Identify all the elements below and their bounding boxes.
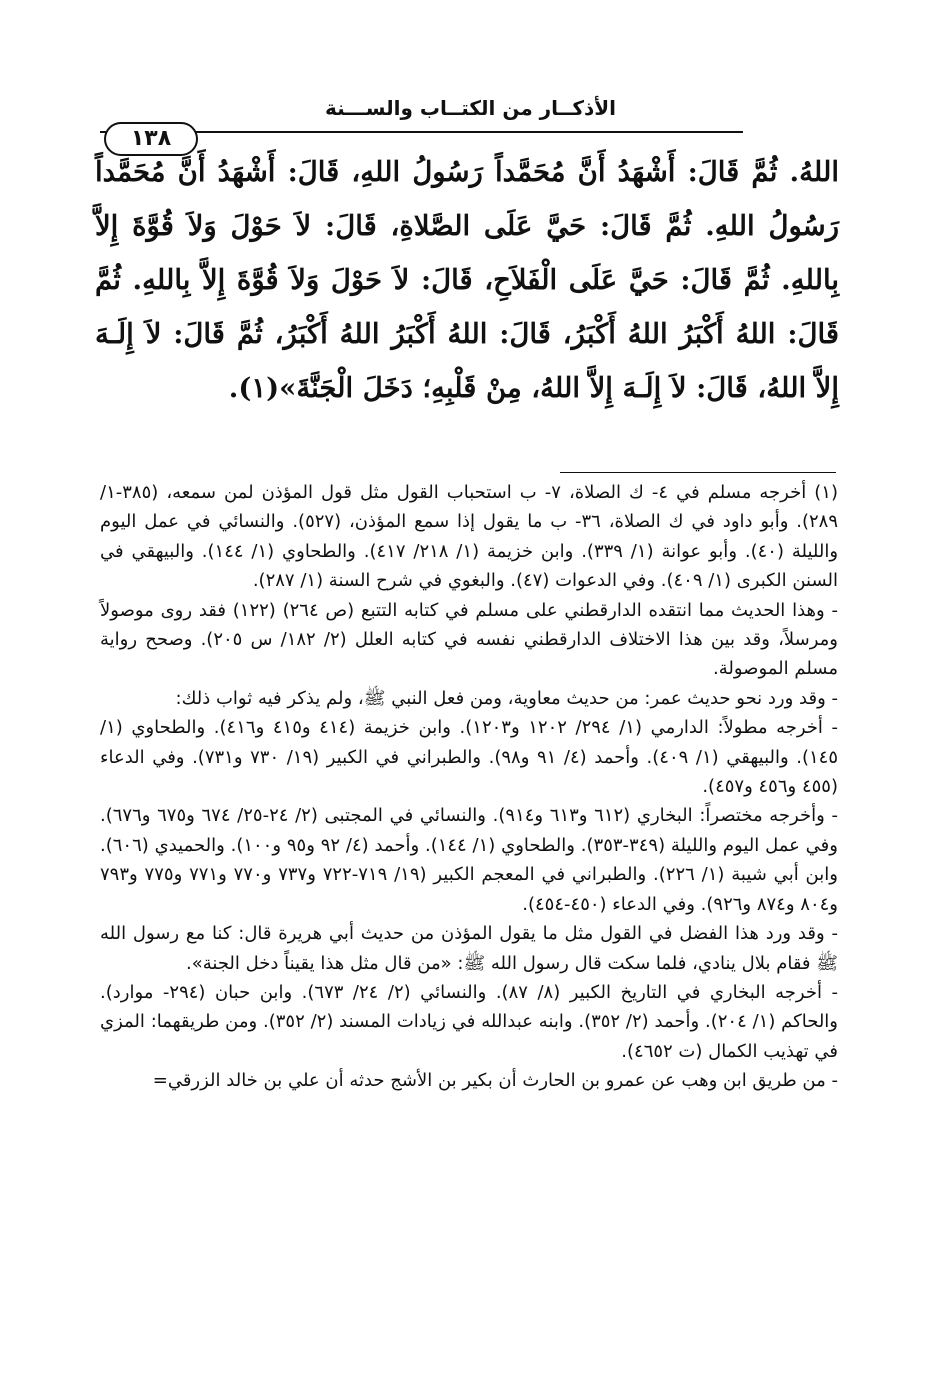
hadith-text	[95, 145, 839, 415]
footnote-paragraph: - وقد ورد هذا الفضل في القول مثل ما يقول المؤذن من حديث أبي هريرة قال: كنا مع رسول الله ﷺ فقام بلال ينادي، فلما سكت قال رسول الله ﷺ: «من قال مثل هذا يقيناً دخل الجنة».	[100, 923, 838, 974]
footnote-paragraph: - أخرجه مطولاً: الدارمي (١/ ٢٩٤/ ١٢٠٢ و١٢٠٣). وابن خزيمة (٤١٤ و٤١٥ و٤١٦). والطحاوي (١/ ١٤٥). والبيهقي (١/ ٤٠٩). وأحمد (٤/ ٩١ و٩٨). والطبراني في الكبير (١٩/ ٧٣٠ و٧٣١). وفي الدعاء (٤٥٥ و٤٥٦ و٤٥٧).	[100, 717, 839, 798]
footnote-paragraph: (١) أخرجه مسلم في ٤- ك الصلاة، ٧- ب استحباب القول مثل قول المؤذن لمن سمعه، (٣٨٥-١/ ٢٨٩). وأبو داود في ك الصلاة، ٣٦- ب ما يقول إذا سمع المؤذن، (٥٢٧). والنسائي في عمل اليوم والليلة (٤٠). وأبو عوانة (١/ ٣٣٩). وابن خزيمة (١/ ٢١٨/ ٤١٧). والطحاوي (١/ ١٤٤). والبيهقي في السنن الكبرى (١/ ٤٠٩). وفي الدعوات (٤٧). والبغوي في شرح السنة (١/ ٢٨٧).	[100, 482, 839, 592]
hadith-paragraph: اللهُ. ثُمَّ قَالَ: أَشْهَدُ أَنَّ مُحَمَّداً رَسُولُ اللهِ، قَالَ: أَشْهَدُ أَنَّ مُحَمَّداً رَسُولُ اللهِ. ثُمَّ قَالَ: حَيَّ عَلَى الصَّلاةِ، قَالَ: لاَ حَوْلَ وَلاَ قُوَّةَ إِلاَّ بِاللهِ. ثُمَّ قَالَ: حَيَّ عَلَى الْفَلاَحِ، قَالَ: لاَ حَوْلَ وَلاَ قُوَّةَ إِلاَّ بِاللهِ. ثُمَّ قَالَ: اللهُ أَكْبَرُ اللهُ أَكْبَرُ، قَالَ: اللهُ أَكْبَرُ اللهُ أَكْبَرُ، ثُمَّ قَالَ: لاَ إِلَـهَ إِلاَّ اللهُ، قَالَ: لاَ إِلَـهَ إِلاَّ اللهُ، مِنْ قَلْبِهِ؛ دَخَلَ الْجَنَّةَ»(١).	[95, 156, 839, 404]
footnote-paragraph: - أخرجه البخاري في التاريخ الكبير (٨/ ٨٧). والنسائي (٢/ ٢٤/ ٦٧٣). وابن حبان (٢٩٤- موارد). والحاكم (١/ ٢٠٤). وأحمد (٢/ ٣٥٢). وابنه عبدالله في زيادات المسند (٢/ ٣٥٢). ومن طريقهما: المزي في تهذيب الكمال (ت ٤٦٥٢).	[100, 981, 838, 1062]
footnote-paragraph: - وهذا الحديث مما انتقده الدارقطني على مسلم في كتابه التتبع (ص ٢٦٤) (١٢٢) فقد روى موصولاً ومرسلاً، وقد بين هذا الاختلاف الدارقطني نفسه في كتابه العلل (٢/ ١٨٢/ س ٢٠٥). وصحح رواية مسلم الموصولة.	[100, 599, 838, 680]
running-header-title: الأذكــار من الكتــاب والســـنة	[325, 96, 616, 120]
page-number: ١٣٨	[104, 122, 198, 156]
footnote-paragraph: - وقد ورد نحو حديث عمر: من حديث معاوية، ومن فعل النبي ﷺ، ولم يذكر فيه ثواب ذلك:	[175, 687, 838, 709]
footnote-separator	[560, 472, 836, 473]
footnote-paragraph: - وأخرجه مختصراً: البخاري (٦١٢ و٦١٣ و٩١٤). والنسائي في المجتبى (٢/ ٢٤-٢٥/ ٦٧٤ و٦٧٥ و٦٧٦). وفي عمل اليوم والليلة (٣٤٩-٣٥٣). والطحاوي (١/ ١٤٤). وأحمد (٤/ ٩٢ و٩٥ و١٠٠). والحميدي (٦٠٦). وابن أبي شيبة (١/ ٢٢٦). والطبراني في المعجم الكبير (١٩/ ٧١٩-٧٢٢ و٧٣٧ و٧٧٠ و٧٧١ و٧٧٥ و٧٩٣ و٨٠٤ و٨٧٤ و٩٢٦). وفي الدعاء (٤٥٠-٤٥٤).	[100, 805, 838, 915]
footnote-paragraph: - من طريق ابن وهب عن عمرو بن الحارث أن بكير بن الأشج حدثه أن علي بن خالد الزرقي=	[152, 1070, 838, 1092]
footnotes	[100, 478, 838, 1096]
